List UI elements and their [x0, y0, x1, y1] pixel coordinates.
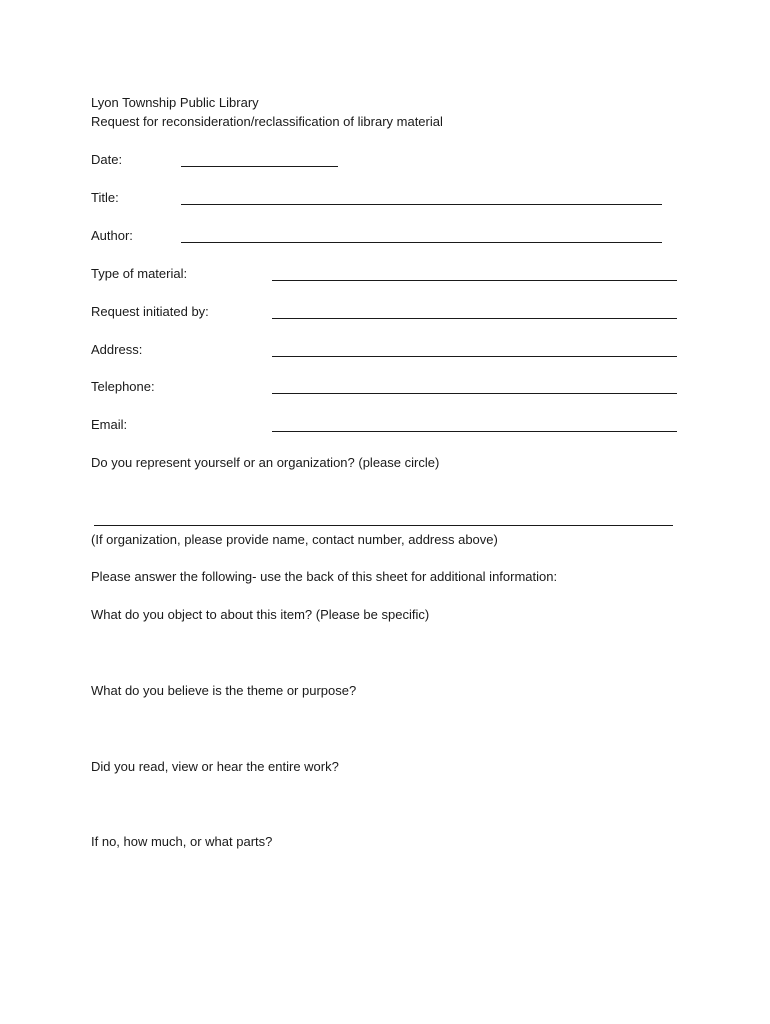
title-label: Title: — [91, 190, 119, 205]
title-field[interactable] — [181, 204, 662, 205]
organization-note: (If organization, please provide name, contact number, address above) — [91, 532, 498, 547]
type-of-material-field[interactable] — [272, 280, 677, 281]
represent-question: Do you represent yourself or an organization? (please circle) — [91, 455, 440, 470]
library-name: Lyon Township Public Library — [91, 95, 259, 110]
date-field[interactable] — [181, 166, 338, 167]
author-field[interactable] — [181, 242, 662, 243]
email-field[interactable] — [272, 431, 677, 432]
form-title: Request for reconsideration/reclassification of library material — [91, 114, 443, 129]
author-label: Author: — [91, 228, 133, 243]
address-label: Address: — [91, 342, 143, 357]
telephone-label: Telephone: — [91, 379, 155, 394]
instructions-text: Please answer the following- use the back of this sheet for additional information: — [91, 569, 558, 584]
email-label: Email: — [91, 417, 128, 432]
initiated-by-label: Request initiated by: — [91, 304, 209, 319]
date-label: Date: — [91, 152, 123, 167]
object-question: What do you object to about this item? (Please be specific) — [91, 607, 430, 622]
organization-field[interactable] — [94, 525, 673, 526]
telephone-field[interactable] — [272, 393, 677, 394]
initiated-by-field[interactable] — [272, 318, 677, 319]
how-much-question: If no, how much, or what parts? — [91, 834, 273, 849]
address-field[interactable] — [272, 356, 677, 357]
read-entire-question: Did you read, view or hear the entire work? — [91, 759, 339, 774]
type-of-material-label: Type of material: — [91, 266, 188, 281]
theme-question: What do you believe is the theme or purpose? — [91, 683, 357, 698]
